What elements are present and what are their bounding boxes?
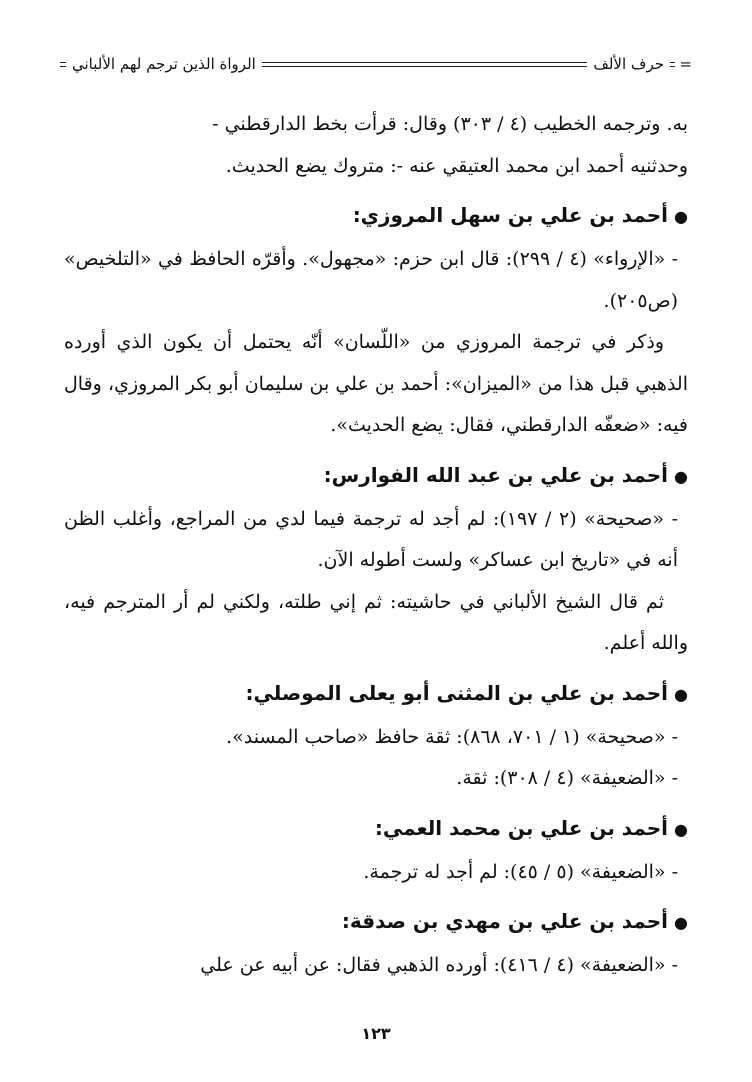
- entry-paragraph: - «الإرواء» (٤ / ٢٩٩): قال ابن حزم: «مجهول». وأقرّه الحافظ في «التلخيص» (ص٢٠٥).: [64, 248, 678, 312]
- entry-heading: ●أحمد بن علي بن المثنى أبو يعلى الموصلي:: [245, 680, 688, 705]
- entry-paragraph: - «صحيحة» (٢ / ١٩٧): لم أجد له ترجمة فيما لدي من المراجع، وأغلب الظن أنه في «تاريخ ابن عساكر» ولست أطوله الآن.: [64, 507, 678, 571]
- entry-paragraph: وذكر في ترجمة المروزي من «اللّسان» أنّه يحتمل أن يكون الذي أورده الذهبي قبل هذا من «الميزان»: أحمد بن علي بن سليمان أبو بكر المروزي، وقال فيه: «ضعفّه الدارقطني، فقال: يضع الحديث».: [64, 331, 688, 436]
- entry-heading: ●أحمد بن علي بن سهل المروزي:: [352, 203, 688, 227]
- bullet-icon: ●: [674, 684, 688, 704]
- bullet-icon: ●: [674, 913, 688, 932]
- entry-paragraph: - «صحيحة» (١ / ٧٠١، ٨٦٨): ثقة حافظ «صاحب المسند».: [226, 725, 678, 748]
- bullet-icon: ●: [674, 466, 688, 486]
- page-number: ١٢٣: [361, 1024, 391, 1043]
- running-head-chapter: حرف الألف: [587, 53, 670, 75]
- entry-heading: ●أحمد بن علي بن عبد الله الفوارس:: [323, 462, 688, 487]
- bullet-icon: ●: [674, 819, 688, 839]
- continuation-line-2: وحدثنيه أحمد ابن محمد العتيقي عنه -: متروك يضع الحديث.: [225, 154, 688, 177]
- page-body: [64, 104, 688, 987]
- entry-paragraph: - «الضعيفة» (٤ / ٣٠٨): ثقة.: [456, 767, 678, 789]
- entry-heading: ●أحمد بن علي بن مهدي بن صدقة:: [341, 909, 688, 933]
- running-head-book-title: الرواة الذين ترجم لهم الألباني: [66, 53, 262, 75]
- bullet-icon: ●: [674, 207, 688, 226]
- entry-paragraph: - «الضعيفة» (٤ / ٤١٦): أورده الذهبي فقال: عن أبيه عن علي: [200, 954, 678, 976]
- entry-paragraph: - «الضعيفة» (٥ / ٤٥): لم أجد له ترجمة.: [363, 860, 678, 883]
- entry-paragraph: ثم قال الشيخ الألباني في حاشيته: ثم إني طلته، ولكني لم أر المترجم فيه، والله أعلم.: [64, 590, 688, 654]
- header-dash-mark: =: [675, 53, 692, 75]
- entry-heading: ●أحمد بن علي بن محمد العمي:: [374, 815, 688, 840]
- continuation-line-1: به. وترجمه الخطيب (٤ / ٣٠٣) وقال: قرأت بخط الدارقطني -: [212, 113, 688, 135]
